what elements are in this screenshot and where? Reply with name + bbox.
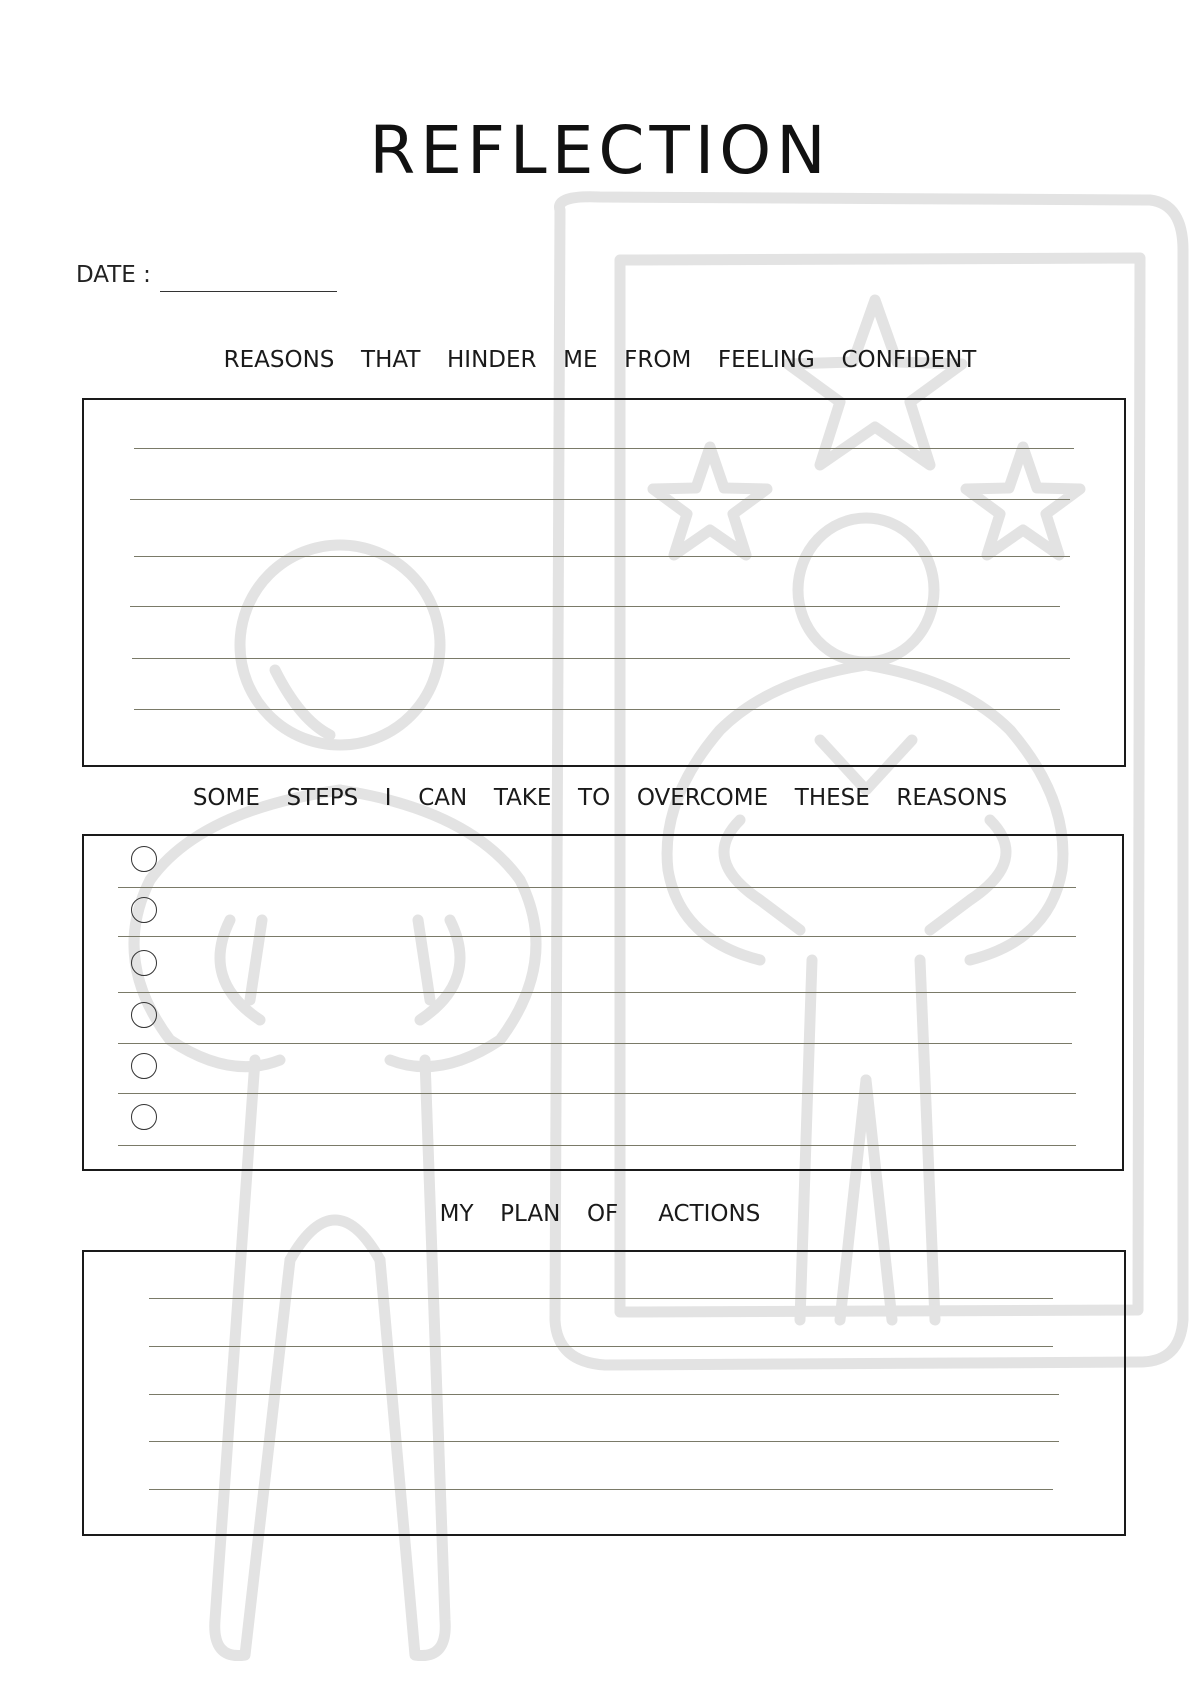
writing-line — [149, 1298, 1053, 1299]
writing-line — [149, 1394, 1059, 1395]
writing-line — [118, 1093, 1076, 1094]
page-title: REFLECTION — [369, 112, 831, 189]
plan-writing-box[interactable] — [82, 1250, 1126, 1536]
writing-line — [118, 1145, 1076, 1146]
section-heading-steps: SOME STEPS I CAN TAKE TO OVERCOME THESE REASONS — [192, 785, 1008, 811]
writing-line — [149, 1441, 1059, 1442]
section-heading-reasons: REASONS THAT HINDER ME FROM FEELING CONFIDENT — [223, 347, 977, 373]
checkbox-circle-icon[interactable] — [131, 1104, 157, 1130]
checkbox-circle-icon[interactable] — [131, 1002, 157, 1028]
steps-checklist-box[interactable] — [82, 834, 1124, 1171]
writing-line — [134, 448, 1074, 449]
section-heading-plan: MY PLAN OF ACTIONS — [439, 1201, 761, 1227]
writing-line — [134, 556, 1070, 557]
date-field[interactable] — [160, 291, 337, 292]
writing-line — [130, 606, 1060, 607]
checkbox-circle-icon[interactable] — [131, 950, 157, 976]
date-label: DATE : — [76, 262, 151, 288]
writing-line — [149, 1489, 1053, 1490]
checkbox-circle-icon[interactable] — [131, 897, 157, 923]
reasons-writing-box[interactable] — [82, 398, 1126, 767]
writing-line — [118, 887, 1076, 888]
writing-line — [132, 658, 1070, 659]
writing-line — [149, 1346, 1053, 1347]
writing-line — [134, 709, 1060, 710]
checkbox-circle-icon[interactable] — [131, 846, 157, 872]
writing-line — [118, 1043, 1072, 1044]
writing-line — [118, 936, 1076, 937]
writing-line — [118, 992, 1076, 993]
writing-line — [130, 499, 1070, 500]
checkbox-circle-icon[interactable] — [131, 1053, 157, 1079]
